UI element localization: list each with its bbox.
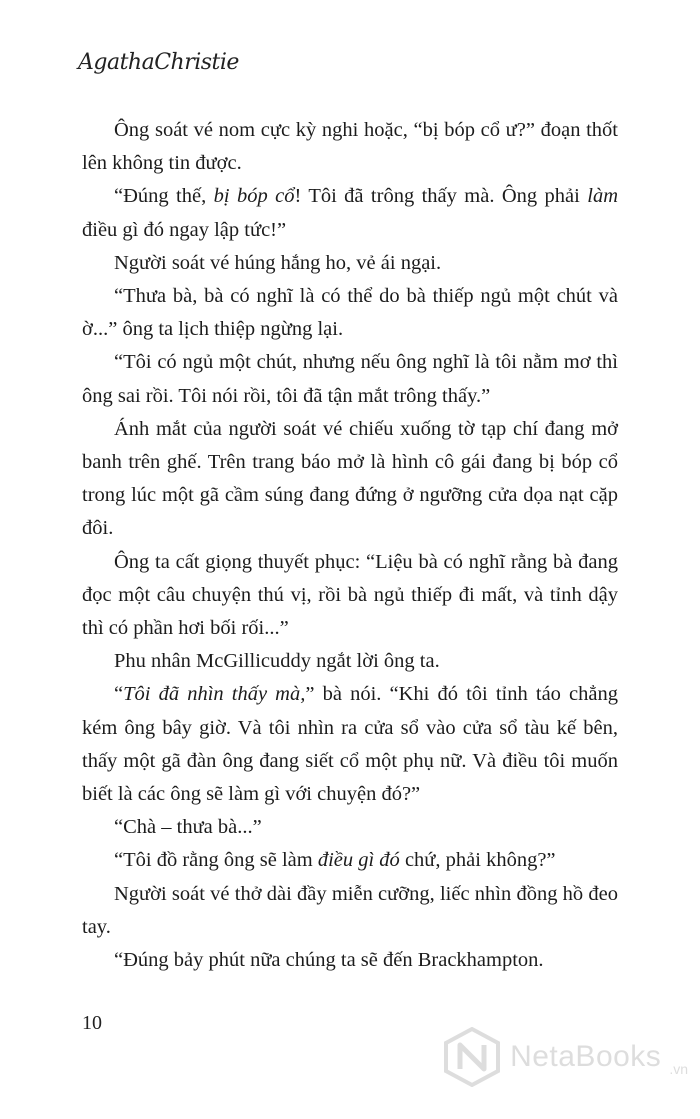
paragraph: [82, 280, 618, 346]
text-run: ! Tôi đã trông thấy mà. Ông phải: [294, 185, 588, 208]
watermark: [442, 1027, 688, 1087]
netabooks-n-icon: [442, 1027, 502, 1087]
paragraph: [82, 180, 618, 246]
page-number: 10: [82, 1012, 102, 1034]
paragraph: [82, 944, 618, 977]
paragraph: [82, 878, 618, 944]
italic-text: Tôi đã nhìn thấy mà,: [123, 683, 306, 706]
text-run: “Tôi đồ rằng ông sẽ làm: [114, 849, 318, 872]
italic-text: điều gì đó: [317, 849, 400, 872]
watermark-suffix: .vn: [669, 1061, 688, 1077]
text-run: “Đúng bảy phút nữa chúng ta sẽ đến Brackhampton.: [114, 949, 544, 972]
text-run: ” bà nói. “Khi đó tôi tỉnh táo chẳng kém ông bây giờ. Và tôi nhìn ra cửa sổ vào cửa sổ tàu kế bên, thấy một gã đàn ông đang siết cổ một phụ nữ. Và điều tôi muốn biết là các ông sẽ làm gì với chuyện đó?”: [82, 683, 618, 806]
paragraph: [82, 247, 618, 280]
paragraph: [82, 413, 618, 546]
watermark-brand: NetaBooks: [510, 1040, 662, 1073]
italic-text: làm: [587, 185, 619, 208]
paragraph: [82, 678, 618, 811]
text-run: Ông ta cất giọng thuyết phục: “Liệu bà có nghĩ rằng bà đang đọc một câu chuyện thú vị, rồi bà ngủ thiếp đi mất, và tỉnh dậy thì có phần hơi bối rối...”: [82, 550, 618, 640]
author-signature: AgathaChristie: [78, 50, 239, 75]
text-run: “Đúng thế,: [114, 185, 214, 208]
italic-text: bị bóp cổ: [213, 185, 295, 208]
text-run: Ông soát vé nom cực kỳ nghi hoặc, “bị bóp cổ ư?” đoạn thốt lên không tin được.: [82, 119, 618, 175]
paragraph: [82, 346, 618, 412]
text-run: “Chà – thưa bà...”: [114, 816, 262, 839]
text-run: “: [114, 683, 124, 706]
text-run: “Tôi có ngủ một chút, nhưng nếu ông nghĩ là tôi nằm mơ thì ông sai rồi. Tôi nói rồi, tôi đã tận mắt trông thấy.”: [82, 351, 618, 407]
text-run: Người soát vé thở dài đầy miễn cưỡng, liếc nhìn đồng hồ đeo tay.: [82, 882, 618, 938]
text-run: chứ, phải không?”: [399, 849, 556, 872]
text-run: điều gì đó ngay lập tức!”: [82, 218, 287, 241]
paragraph: [82, 811, 618, 844]
body-text: [82, 114, 618, 977]
paragraph: [82, 114, 618, 180]
paragraph: [82, 844, 618, 877]
text-run: Người soát vé húng hắng ho, vẻ ái ngại.: [114, 251, 442, 274]
paragraph: [82, 546, 618, 646]
text-run: Ánh mắt của người soát vé chiếu xuống tờ tạp chí đang mở banh trên ghế. Trên trang báo mở là hình cô gái đang bị bóp cổ trong lúc một gã cầm súng đang đứng ở ngưỡng cửa dọa nạt cặp đôi.: [82, 417, 618, 540]
text-run: Phu nhân McGillicuddy ngắt lời ông ta.: [114, 650, 440, 673]
paragraph: [82, 645, 618, 678]
text-run: “Thưa bà, bà có nghĩ là có thể do bà thiếp ngủ một chút và ờ...” ông ta lịch thiệp ngừng lại.: [82, 285, 618, 341]
